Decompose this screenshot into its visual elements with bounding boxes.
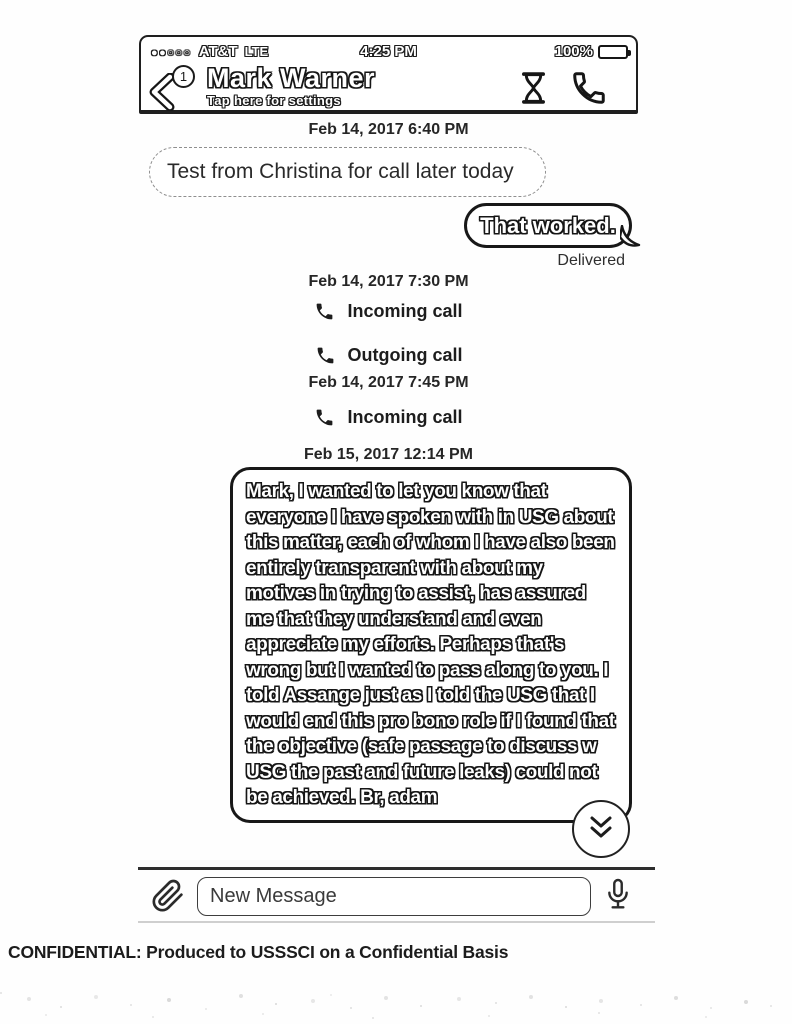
call-event-label: Incoming call (347, 301, 463, 321)
message-text: That worked. (480, 212, 616, 238)
header-actions (519, 69, 608, 107)
date-separator: Feb 14, 2017 7:30 PM (308, 273, 469, 290)
carrier-label: AT&T (198, 43, 238, 60)
incoming-message-bubble[interactable] (149, 147, 546, 197)
scroll-to-bottom-button[interactable] (572, 800, 630, 858)
call-event-row (139, 301, 638, 322)
conversation-settings-hint: Tap here for settings (207, 93, 341, 108)
outgoing-message-bubble-long[interactable] (230, 467, 632, 823)
back-button[interactable] (146, 69, 202, 111)
call-event-label: Outgoing call (347, 345, 463, 365)
call-event-row (139, 407, 638, 428)
attachment-paperclip-icon[interactable] (151, 878, 185, 914)
outgoing-call-icon (315, 345, 336, 366)
message-text: Test from Christina for call later today (167, 160, 514, 183)
message-text: Mark, I wanted to let you know that everyone I have spoken with in USG about this matter, each of whom I have also been entirely transparent with about my motives in trying to assist, has assured me that they understand and even appreciate my efforts. Perhaps that's wrong but I wanted to pass along to you. I told Assange just as I told the USG that I would end this pro bono role if I found that the objective (safe passage to discuss w USG the past and future leaks) could not be achieved. Br, adam (246, 481, 615, 808)
phone-frame-bottom-edge (138, 921, 655, 923)
disappearing-messages-timer-icon (519, 70, 548, 106)
conversation-title-button[interactable] (207, 63, 507, 108)
network-type-label: LTE (244, 44, 269, 59)
confidentiality-stamp: CONFIDENTIAL: Produced to USSSCI on a Confidential Basis (8, 942, 509, 962)
status-bar (141, 41, 636, 63)
outgoing-message-bubble[interactable] (464, 203, 632, 248)
date-separator: Feb 14, 2017 7:45 PM (308, 374, 469, 391)
contact-name: Mark Warner (207, 63, 376, 93)
status-time: 4:25 PM (360, 43, 417, 60)
call-button-icon[interactable] (570, 69, 608, 107)
phone-header-frame (139, 35, 638, 114)
microphone-icon[interactable] (602, 873, 634, 919)
date-separator: Feb 15, 2017 12:14 PM (304, 446, 473, 463)
incoming-call-icon (314, 301, 335, 322)
date-separator: Feb 14, 2017 6:40 PM (308, 121, 469, 138)
incoming-call-icon (314, 407, 335, 428)
signal-strength-icon: ●●○○○ (151, 47, 192, 59)
new-message-input[interactable] (197, 877, 591, 916)
status-right (555, 43, 628, 60)
battery-percent: 100% (554, 43, 593, 60)
bubble-tail (620, 225, 642, 249)
scan-noise (0, 992, 2, 994)
delivery-status: Delivered (557, 252, 625, 269)
double-chevron-down-icon (583, 814, 619, 844)
call-event-row (139, 345, 638, 366)
composer-divider (138, 867, 655, 870)
unread-count-badge: 1 (172, 65, 195, 88)
conversation-header (141, 63, 636, 111)
battery-icon (598, 45, 628, 59)
call-event-label: Incoming call (347, 407, 463, 427)
